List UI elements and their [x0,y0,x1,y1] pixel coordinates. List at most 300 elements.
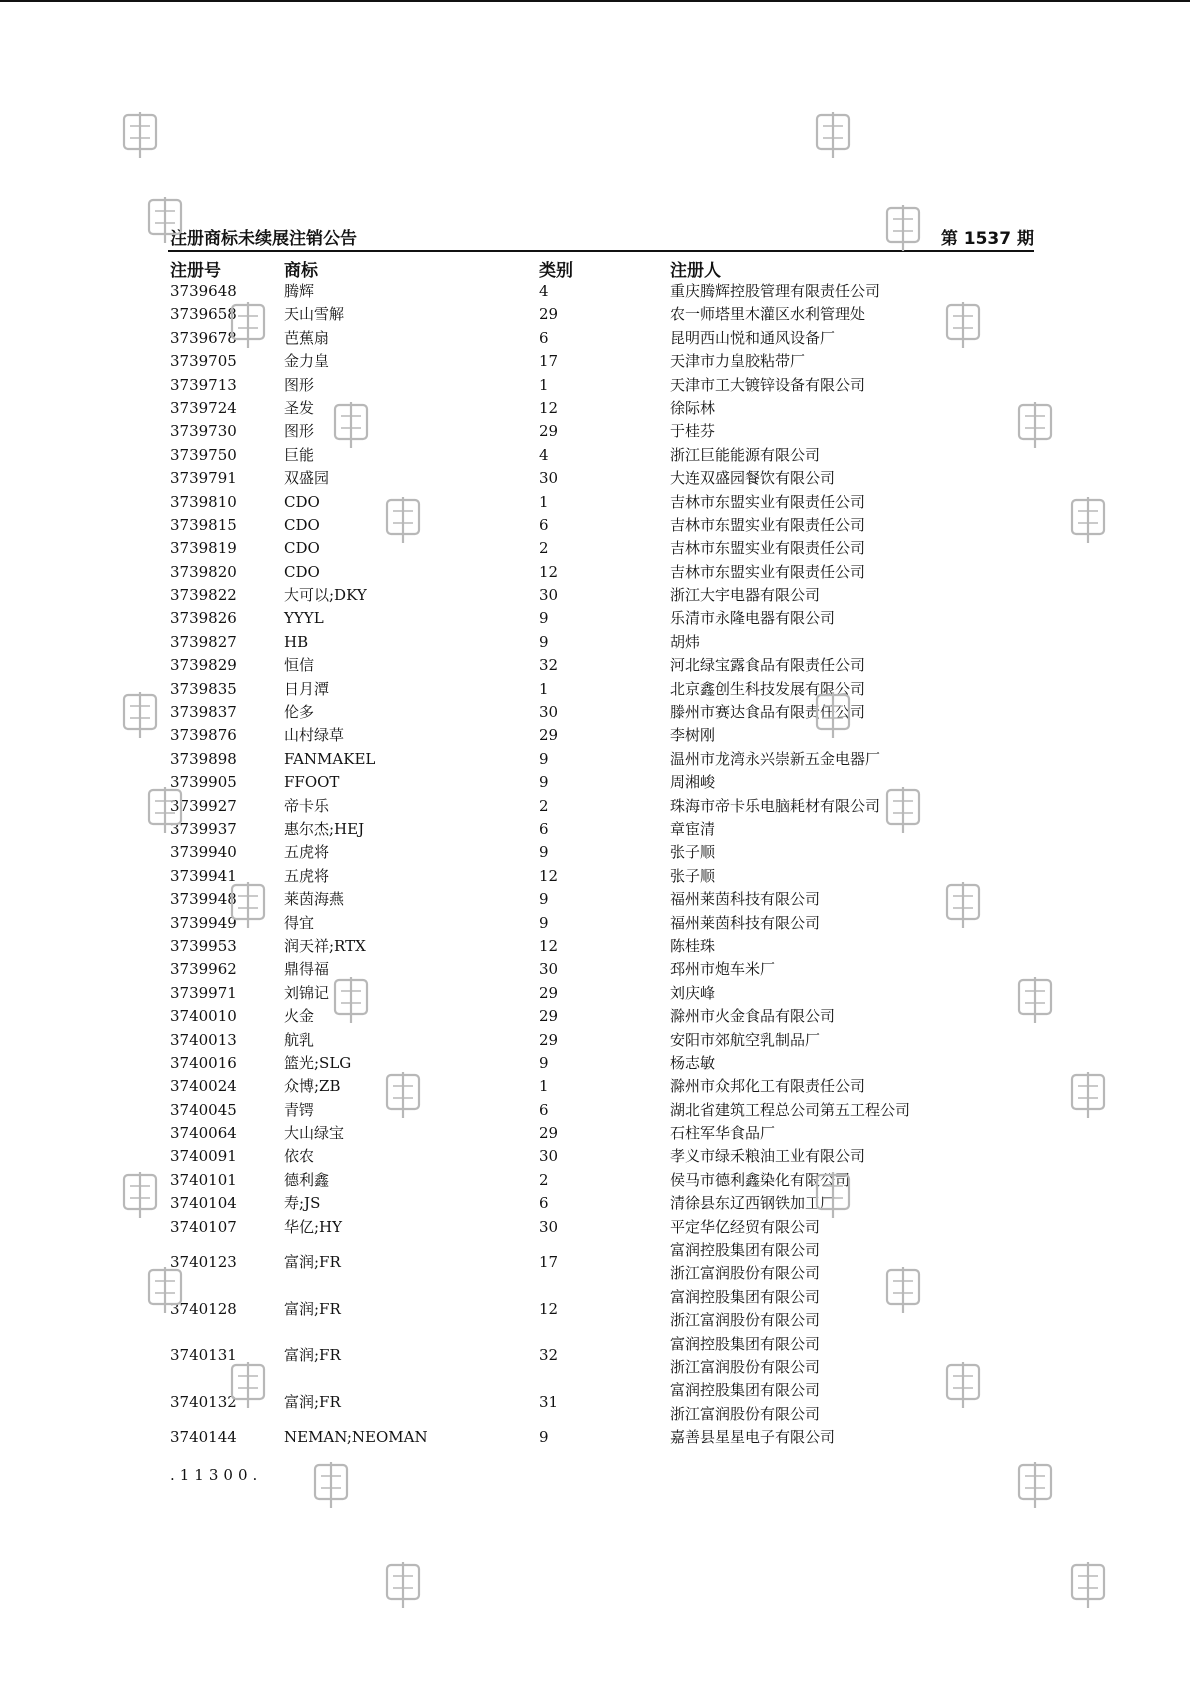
registration-number: 3739730 [170,422,237,441]
watermark-glyph-icon [230,882,266,928]
registration-number: 3740144 [170,1428,237,1447]
registration-number: 3740013 [170,1030,237,1049]
trademark-name: HB [284,632,309,651]
registration-number: 3739905 [170,773,237,792]
registrant-name: 安阳市郊航空乳制品厂 [670,1030,821,1049]
watermark-glyph-icon [313,1462,349,1508]
registrant-cell [670,724,715,747]
table-row [170,303,1030,326]
registrant-cell [670,912,820,935]
trademark-name: 篮光;SLG [284,1053,352,1072]
registrant-name: 滕州市赛达食品有限责任公司 [670,703,866,722]
trademark-class: 12 [539,936,559,955]
trademark-name: 日月潭 [284,679,330,698]
table-row [170,1169,1030,1192]
table-row [170,444,1030,467]
registrant-name: 张子顺 [670,843,716,862]
registrant-cell [670,1075,865,1098]
watermark-glyph-icon [333,977,369,1023]
trademark-class: 9 [539,773,549,792]
trademark-name: CDO [284,562,320,581]
col-mark: 商标 [284,261,318,281]
registrant-cell [670,1005,835,1028]
registrant-cell [670,1426,835,1449]
registration-number: 3739705 [170,352,237,371]
registrant-name: 胡炜 [670,632,701,651]
registrant-name: 孝义市绿禾粮油工业有限公司 [670,1147,866,1166]
watermark-glyph-icon [885,205,921,251]
watermark-glyph-icon [1017,1462,1053,1508]
watermark-glyph-icon [815,112,851,158]
table-row [170,1379,1030,1426]
registrant-cell [670,631,700,654]
trademark-class: 1 [539,492,549,511]
registration-number: 3740107 [170,1217,237,1236]
trademark-class: 6 [539,1100,549,1119]
col-class: 类别 [539,261,573,281]
trademark-class: 29 [539,1007,559,1026]
registrant-name: 李树刚 [670,726,716,745]
trademark-name: 巨能 [284,445,315,464]
trademark-class: 6 [539,328,549,347]
table-row [170,982,1030,1005]
table-row [170,584,1030,607]
registrant-cell [670,1333,820,1380]
registrant-cell [670,303,865,326]
registrant-name: 大连双盛园餐饮有限公司 [670,469,836,488]
registrant-cell [670,654,865,677]
top-border-rule [0,0,1190,2]
registration-number: 3739819 [170,539,237,558]
registrant-name: 富润控股集团有限公司 [670,1241,821,1260]
table-row [170,1145,1030,1168]
registrant-name: 福州莱茵科技有限公司 [670,890,821,909]
registrant-cell [670,1099,910,1122]
registrant-cell [670,280,880,303]
trademark-name: 莱茵海燕 [284,890,345,909]
registration-number: 3739971 [170,983,237,1002]
table-row [170,888,1030,911]
trademark-name: YYYL [284,609,324,628]
trademark-name: 富润;FR [284,1252,341,1271]
watermark-glyph-icon [1017,977,1053,1023]
watermark-glyph-icon [385,1072,421,1118]
registrant-cell [670,1379,820,1426]
trademark-name: 伦多 [284,703,315,722]
trademark-class: 30 [539,469,559,488]
trademark-class: 9 [539,1053,549,1072]
trademark-name: CDO [284,515,320,534]
trademark-class: 2 [539,1170,549,1189]
registrant-name: 富润控股集团有限公司 [670,1381,821,1400]
watermark-glyph-icon [945,1362,981,1408]
registration-number: 3740131 [170,1346,237,1365]
table-row [170,561,1030,584]
watermark-glyph-icon [122,112,158,158]
trademark-name: 圣发 [284,398,315,417]
registrant-name: 嘉善县星星电子有限公司 [670,1428,836,1447]
table-row [170,607,1030,630]
trademark-name: FANMAKEL [284,749,376,768]
registrant-cell [670,397,715,420]
registrant-cell [670,1145,865,1168]
watermark-glyph-icon [230,1362,266,1408]
registration-number: 3739927 [170,796,237,815]
registrant-name: 珠海市帝卡乐电脑耗材有限公司 [670,796,881,815]
registrant-name: 侯马市德利鑫染化有限公司 [670,1170,851,1189]
trademark-name: 五虎将 [284,866,330,885]
registrant-name: 昆明西山悦和通风设备厂 [670,328,836,347]
registrant-cell [670,748,880,771]
registration-number: 3739658 [170,305,237,324]
trademark-name: CDO [284,539,320,558]
registration-number: 3739829 [170,656,237,675]
trademark-name: 富润;FR [284,1299,341,1318]
registrant-name: 清徐县东辽西钢铁加工厂 [670,1194,836,1213]
trademark-name: 恒信 [284,656,315,675]
registrant-name: 浙江巨能能源有限公司 [670,445,821,464]
registration-number: 3739648 [170,282,237,300]
trademark-class: 9 [539,1428,549,1447]
registration-number: 3739791 [170,469,237,488]
column-headers [170,256,1030,280]
watermark-glyph-icon [230,302,266,348]
registrant-cell [670,1052,715,1075]
registration-number: 3739750 [170,445,237,464]
trademark-class: 9 [539,749,549,768]
registration-number: 3740091 [170,1147,237,1166]
trademark-name: 寿;JS [284,1194,321,1213]
registrant-name: 吉林市东盟实业有限责任公司 [670,562,866,581]
trademark-name: 图形 [284,422,315,441]
trademark-class: 29 [539,422,559,441]
table-row [170,678,1030,701]
table-row [170,1052,1030,1075]
watermark-glyph-icon [1070,1562,1106,1608]
trademark-name: 芭蕉扇 [284,328,330,347]
table-row [170,958,1030,981]
registrant-name: 富润控股集团有限公司 [670,1287,821,1306]
trademark-name: FFOOT [284,773,340,792]
registrant-cell [670,935,715,958]
registrant-name: 浙江大宇电器有限公司 [670,586,821,605]
trademark-class: 9 [539,632,549,651]
trademark-name: 帝卡乐 [284,796,330,815]
watermark-glyph-icon [945,882,981,928]
registration-number: 3739724 [170,398,237,417]
watermark-glyph-icon [147,787,183,833]
trademark-name: 腾辉 [284,282,315,300]
registration-number: 3739820 [170,562,237,581]
registration-number: 3739835 [170,679,237,698]
registrant-cell [670,537,865,560]
trademark-name: 润天祥;RTX [284,936,366,955]
trademark-name: 航乳 [284,1030,315,1049]
registrant-name: 重庆腾辉控股管理有限责任公司 [670,282,881,300]
trademark-class: 9 [539,913,549,932]
trademark-class: 32 [539,656,559,675]
trademark-name: 双盛园 [284,469,330,488]
trademark-class: 29 [539,1030,559,1049]
trademark-class: 29 [539,305,559,324]
trademark-class: 2 [539,796,549,815]
registration-number: 3739940 [170,843,237,862]
registration-number: 3739713 [170,375,237,394]
trademark-class: 6 [539,515,549,534]
registrant-name: 河北绿宝露食品有限责任公司 [670,656,866,675]
table-row [170,350,1030,373]
registration-number: 3740123 [170,1252,237,1271]
trademark-class: 30 [539,960,559,979]
registrant-name: 浙江富润股份有限公司 [670,1264,821,1283]
registration-number: 3740010 [170,1007,237,1026]
trademark-name: 山村绿草 [284,726,345,745]
trademark-name: 天山雪解 [284,305,345,324]
registration-number: 3740128 [170,1299,237,1318]
table-row [170,280,1030,303]
registration-number: 3739949 [170,913,237,932]
table-row [170,1005,1030,1028]
table-row [170,1029,1030,1052]
table-row [170,327,1030,350]
registrant-cell [670,420,715,443]
registrant-cell [670,561,865,584]
registrant-name: 乐清市永隆电器有限公司 [670,609,836,628]
table-row [170,1099,1030,1122]
trademark-name: 富润;FR [284,1393,341,1412]
page-title: 注册商标未续展注销公告 [170,229,357,249]
registrant-cell [670,865,715,888]
registrant-name: 徐际林 [670,398,716,417]
registrant-cell [670,444,820,467]
registrant-name: 浙江富润股份有限公司 [670,1311,821,1330]
trademark-name: 德利鑫 [284,1170,330,1189]
trademark-class: 17 [539,1252,559,1271]
issue-number: 第 1537 期 [940,229,1034,249]
registration-number: 3740024 [170,1077,237,1096]
table-row [170,420,1030,443]
registration-number: 3740104 [170,1194,237,1213]
col-registrant: 注册人 [670,261,721,281]
watermark-glyph-icon [1070,497,1106,543]
registrant-name: 杨志敏 [670,1053,716,1072]
trademark-class: 6 [539,1194,549,1213]
registrant-name: 福州莱茵科技有限公司 [670,913,821,932]
registration-number: 3739962 [170,960,237,979]
registration-number: 3740064 [170,1124,237,1143]
registrant-name: 天津市工大镀锌设备有限公司 [670,375,866,394]
table-row [170,397,1030,420]
trademark-class: 30 [539,586,559,605]
table-row [170,1122,1030,1145]
registration-number: 3739815 [170,515,237,534]
registration-number: 3740101 [170,1170,237,1189]
table-row [170,467,1030,490]
registrant-name: 刘庆峰 [670,983,716,1002]
watermark-glyph-icon [122,692,158,738]
table-row [170,912,1030,935]
trademark-class: 9 [539,843,549,862]
table-row [170,935,1030,958]
table-row [170,1075,1030,1098]
registration-number: 3740132 [170,1393,237,1412]
col-reg-no: 注册号 [170,261,221,281]
registrant-name: 石柱军华食品厂 [670,1124,776,1143]
trademark-class: 29 [539,1124,559,1143]
table-row [170,865,1030,888]
watermark-glyph-icon [885,1267,921,1313]
registrant-name: 张子顺 [670,866,716,885]
registrant-name: 温州市龙湾永兴崇新五金电器厂 [670,749,881,768]
trademark-class: 30 [539,1147,559,1166]
table-row [170,1216,1030,1239]
registration-number: 3739822 [170,586,237,605]
registrant-cell [670,795,880,818]
trademark-name: 依农 [284,1147,315,1166]
watermark-glyph-icon [333,402,369,448]
registration-number: 3739837 [170,703,237,722]
registrant-cell [670,1239,820,1286]
watermark-glyph-icon [122,1172,158,1218]
registration-number: 3739948 [170,890,237,909]
registrant-name: 富润控股集团有限公司 [670,1334,821,1353]
registrant-cell [670,1029,820,1052]
watermark-glyph-icon [1017,402,1053,448]
trademark-name: 火金 [284,1007,315,1026]
table-row [170,374,1030,397]
registrant-name: 于桂芬 [670,422,716,441]
watermark-glyph-icon [815,1172,851,1218]
registration-number: 3739826 [170,609,237,628]
table-row [170,1426,1030,1449]
registrant-name: 滁州市火金食品有限公司 [670,1007,836,1026]
registrant-cell [670,514,865,537]
trademark-class: 1 [539,1077,549,1096]
registrant-cell [670,327,835,350]
registration-number: 3739941 [170,866,237,885]
registrant-cell [670,1286,820,1333]
trademark-name: 金力皇 [284,352,330,371]
registrant-cell [670,1192,835,1215]
trademark-class: 31 [539,1393,559,1412]
registrant-cell [670,467,835,490]
registrant-cell [670,584,820,607]
watermark-glyph-icon [945,302,981,348]
watermark-glyph-icon [885,787,921,833]
registrant-cell [670,607,835,630]
table-row [170,841,1030,864]
trademark-name: 五虎将 [284,843,330,862]
registrant-name: 吉林市东盟实业有限责任公司 [670,515,866,534]
trademark-class: 1 [539,375,549,394]
registrant-name: 吉林市东盟实业有限责任公司 [670,492,866,511]
table-row [170,537,1030,560]
page-number: .11300. [170,1466,263,1484]
trademark-class: 4 [539,445,549,464]
trademark-name: 刘锦记 [284,983,330,1002]
registration-number: 3740045 [170,1100,237,1119]
registrant-name: 滁州市众邦化工有限责任公司 [670,1077,866,1096]
registrant-name: 邳州市炮车米厂 [670,960,776,979]
registration-number: 3739810 [170,492,237,511]
trademark-class: 29 [539,726,559,745]
trademark-name: 图形 [284,375,315,394]
watermark-glyph-icon [385,497,421,543]
registrant-cell [670,350,805,373]
registrant-cell [670,491,865,514]
registrant-name: 北京鑫创生科技发展有限公司 [670,679,866,698]
watermark-glyph-icon [815,692,851,738]
registration-number: 3739876 [170,726,237,745]
registrant-cell [670,818,715,841]
registrant-cell [670,1216,820,1239]
registrant-cell [670,982,715,1005]
trademark-class: 12 [539,866,559,885]
trademark-name: 大山绿宝 [284,1124,345,1143]
trademark-name: 众博;ZB [284,1077,341,1096]
table-row [170,1333,1030,1380]
trademark-class: 9 [539,890,549,909]
trademark-name: 华亿;HY [284,1217,343,1236]
registration-number: 3739898 [170,749,237,768]
trademark-class: 30 [539,1217,559,1236]
trademark-class: 4 [539,282,549,300]
table-row [170,724,1030,747]
registrant-name: 章宦清 [670,819,716,838]
table-row [170,514,1030,537]
registrant-name: 农一师塔里木灌区水利管理处 [670,305,866,324]
trademark-class: 6 [539,819,549,838]
trademark-name: 鼎得福 [284,960,330,979]
registrant-name: 周湘峻 [670,773,716,792]
table-row [170,654,1030,677]
registrant-name: 天津市力皇胶粘带厂 [670,352,806,371]
table-row [170,1192,1030,1215]
registration-number: 3739678 [170,328,237,347]
trademark-name: 富润;FR [284,1346,341,1365]
trademark-class: 30 [539,703,559,722]
table-row [170,491,1030,514]
trademark-class: 12 [539,562,559,581]
trademark-class: 12 [539,1299,559,1318]
trademark-class: 1 [539,679,549,698]
trademark-name: NEMAN;NEOMAN [284,1428,428,1447]
registrant-cell [670,771,715,794]
trademark-name: CDO [284,492,320,511]
trademark-class: 9 [539,609,549,628]
registration-number: 3740016 [170,1053,237,1072]
registration-number: 3739827 [170,632,237,651]
registrant-name: 湖北省建筑工程总公司第五工程公司 [670,1100,911,1119]
trademark-class: 32 [539,1346,559,1365]
watermark-glyph-icon [385,1562,421,1608]
registrant-name: 浙江富润股份有限公司 [670,1358,821,1376]
registrant-cell [670,958,775,981]
registrant-cell [670,374,865,397]
registrant-cell [670,888,820,911]
trademark-name: 得宜 [284,913,315,932]
trademark-class: 17 [539,352,559,371]
trademark-class: 29 [539,983,559,1002]
table-row [170,748,1030,771]
trademark-class: 2 [539,539,549,558]
registration-number: 3739953 [170,936,237,955]
registrant-name: 平定华亿经贸有限公司 [670,1217,821,1236]
registrant-name: 陈桂珠 [670,936,716,955]
trademark-name: 青锷 [284,1100,315,1119]
trademark-name: 大可以;DKY [284,586,367,605]
watermark-glyph-icon [1070,1072,1106,1118]
